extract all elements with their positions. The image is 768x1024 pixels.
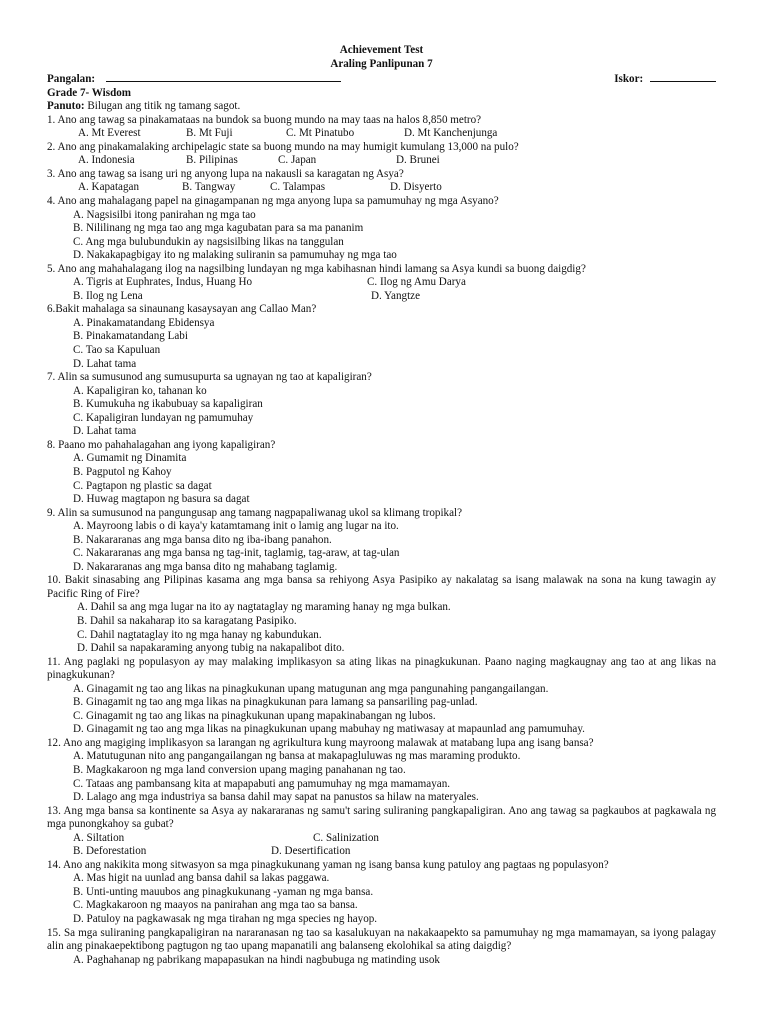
option[interactable]: B. Dahil sa nakaharap ito sa karagatang Pasipiko.: [77, 614, 297, 627]
option[interactable]: D. Brunei: [396, 154, 440, 167]
question-3-options: [47, 181, 716, 195]
option[interactable]: A. Nagsisilbi itong panirahan ng mga tao: [73, 208, 256, 221]
option[interactable]: A. Kapatagan: [78, 181, 139, 194]
option[interactable]: B. Deforestation: [73, 845, 147, 858]
option[interactable]: B. Ginagamit ng tao ang mga likas na pinagkukunan para lamang sa pansariling pag-unlad.: [73, 696, 478, 709]
option[interactable]: D. Lalago ang mga industriya sa bansa dahil may sapat na panustos sa hilaw na materyales.: [73, 791, 479, 804]
option[interactable]: A. Gumamit ng Dinamita: [73, 452, 187, 465]
option[interactable]: A. Dahil sa ang mga lugar na ito ay nagtataglay ng maraming hanay ng mga bulkan.: [77, 601, 451, 614]
option[interactable]: A. Indonesia: [78, 154, 135, 167]
option[interactable]: A. Mas higit na uunlad ang bansa dahil sa lakas paggawa.: [73, 872, 330, 885]
question-3: 3. Ano ang tawag sa isang uri ng anyong lupa na nakausli sa karagatan ng Asya?: [47, 167, 404, 180]
option[interactable]: D. Patuloy na pagkawasak ng mga tirahan ng mga species ng hayop.: [73, 913, 378, 925]
option[interactable]: C. Tao sa Kapuluan: [73, 344, 161, 357]
question-9: 9. Alin sa sumusunod na pangungusap ang tamang nagpapaliwanag ukol sa klimang tropikal?: [47, 506, 463, 519]
option[interactable]: D. Yangtze: [371, 289, 420, 302]
option[interactable]: B. Mt Fuji: [186, 127, 233, 140]
test-subject: Araling Panlipunan 7: [330, 57, 433, 70]
question-11: 11. Ang paglaki ng populasyon ay may malaking implikasyon sa ating likas na pinagkukunan. Paano naging magkaugnay ang tao at ang likas na pinagkukunan?: [47, 655, 716, 682]
option[interactable]: D. Ginagamit ng tao ang mga likas na pinagkukunan upang mabuhay ng matiwasay at mapaunlad ang pamumuhay.: [73, 723, 585, 736]
question-15: 15. Sa mga suliraning pangkapaligiran na nararanasan ng tao sa kasalukuyan na nakakaapekto sa pamumuhay ng mga mamamayan, sa iyong palagay alin ang pinakaepektibong pagtugon ng tao upang mapanatili ang balanseng ekolohikal sa ating daigdig?: [47, 926, 716, 953]
question-2: 2. Ano ang pinakamalaking archipelagic state sa buong mundo na may humigit kumulang 13,000 na pulo?: [47, 140, 519, 153]
question-6: 6.Bakit mahalaga sa sinaunang kasaysayan ang Callao Man?: [47, 303, 317, 316]
option[interactable]: B. Ilog ng Lena: [73, 289, 143, 302]
option[interactable]: B. Pinakamatandang Labi: [73, 330, 188, 343]
directions-text: Bilugan ang titik ng tamang sagot.: [87, 100, 241, 113]
name-blank-line[interactable]: [106, 71, 341, 82]
question-5-options-row-2: [47, 290, 716, 304]
option[interactable]: A. Mayroong labis o di kaya'y katamtamang init o lamig ang lugar na ito.: [73, 520, 399, 533]
option[interactable]: C. Magkakaroon ng maayos na panirahan ang mga tao sa bansa.: [73, 899, 358, 912]
option[interactable]: A. Siltation: [73, 831, 125, 844]
option[interactable]: D. Nakakapagbigay ito ng malaking suliranin sa pamumuhay ng mga tao: [73, 249, 397, 262]
option[interactable]: D. Nakararanas ang mga bansa dito ng mahabang taglamig.: [73, 560, 338, 573]
question-14: 14. Ano ang nakikita mong sitwasyon sa mga pinagkukunang yaman ng isang bansa kung patuloy ang pagtaas ng populasyon?: [47, 858, 609, 871]
option[interactable]: C. Tataas ang pambansang kita at mapapabuti ang pamumuhay ng mga mamamayan.: [73, 777, 451, 790]
option[interactable]: B. Nililinang ng mga tao ang mga kagubatan para sa ma pananim: [73, 222, 364, 235]
question-12: 12. Ano ang magiging implikasyon sa larangan ng agrikultura kung mayroong malawak at matabang lupa ang isang bansa?: [47, 736, 594, 749]
option[interactable]: B. Unti-unting mauubos ang pinagkukunang -yaman ng mga bansa.: [73, 885, 374, 898]
question-13: 13. Ang mga bansa sa kontinente sa Asya ay nakararanas ng samu't saring suliraning pangkapaligiran. Ano ang tawag sa pagkaubos at pagkawala ng mga punongkahoy sa gubat?: [47, 804, 716, 831]
option[interactable]: A. Mt Everest: [78, 127, 141, 140]
option[interactable]: A. Paghahanap ng pabrikang mapapasukan na hindi nagbubuga ng matinding usok: [73, 953, 440, 966]
score-blank-line[interactable]: [650, 71, 716, 82]
option[interactable]: D. Lahat tama: [73, 357, 137, 370]
option[interactable]: B. Nakararanas ang mga bansa dito ng iba-ibang panahon.: [73, 533, 332, 546]
score-label: Iskor:: [614, 73, 644, 86]
option[interactable]: C. Nakararanas ang mga bansa ng tag-init, taglamig, tag-araw, at tag-ulan: [73, 547, 400, 560]
option[interactable]: D. Lahat tama: [73, 425, 137, 438]
option[interactable]: D. Desertification: [271, 845, 351, 858]
option[interactable]: C. Pagtapon ng plastic sa dagat: [73, 479, 212, 492]
question-13-options-row-1: [47, 832, 716, 846]
question-4: 4. Ano ang mahalagang papel na ginagampanan ng mga anyong lupa sa pamumuhay ng mga Asyano?: [47, 195, 499, 208]
option[interactable]: B. Tangway: [182, 181, 236, 194]
option[interactable]: D. Dahil sa napakaraming anyong tubig na nakapalibot dito.: [77, 642, 345, 655]
question-5: 5. Ano ang mahahalagang ilog na nagsilbing lundayan ng mga kabihasnan hindi lamang sa Asya kundi sa buong daigdig?: [47, 262, 586, 275]
question-1: 1. Ano ang tawag sa pinakamataas na bundok sa buong mundo na may taas na halos 8,850 metro?: [47, 113, 482, 126]
option[interactable]: C. Ginagamit ng tao ang likas na pinagkukunan upang mapakinabangan ng lubos.: [73, 709, 436, 722]
question-8: 8. Paano mo pahahalagahan ang iyong kapaligiran?: [47, 438, 276, 451]
question-13-options-row-2: [47, 845, 716, 859]
option[interactable]: A. Ginagamit ng tao ang likas na pinagkukunan upang matugunan ang mga pangunahing pangangailangan.: [73, 682, 549, 695]
option[interactable]: B. Magkakaroon ng mga land conversion upang maging panahanan ng tao.: [73, 763, 406, 776]
directions-label: Panuto:: [47, 100, 85, 113]
question-7: 7. Alin sa sumusunod ang sumusupurta sa ugnayan ng tao at kapaligiran?: [47, 371, 372, 384]
option[interactable]: B. Kumukuha ng ikabubuay sa kapaligiran: [73, 398, 263, 411]
option[interactable]: A. Pinakamatandang Ebidensya: [73, 316, 215, 329]
option[interactable]: A. Tigris at Euphrates, Indus, Huang Ho: [73, 276, 253, 289]
option[interactable]: B. Pilipinas: [186, 154, 238, 167]
name-label: Pangalan:: [47, 73, 96, 86]
option[interactable]: C. Kapaligiran lundayan ng pamumuhay: [73, 411, 254, 424]
option[interactable]: D. Mt Kanchenjunga: [404, 127, 498, 140]
name-score-row: [47, 71, 716, 87]
option[interactable]: C. Dahil nagtataglay ito ng mga hanay ng kabundukan.: [77, 628, 322, 641]
question-10: 10. Bakit sinasabing ang Pilipinas kasama ang mga bansa sa rehiyong Asya Pasipiko ay nakalatag sa isang malawak na sona na kung tawagin ay Pacific Ring of Fire?: [47, 574, 716, 600]
option[interactable]: A. Kapaligiran ko, tahanan ko: [73, 384, 207, 397]
question-1-options: [47, 127, 716, 141]
option[interactable]: C. Japan: [278, 154, 317, 167]
option[interactable]: C. Ang mga bulubundukin ay nagsisilbing likas na tanggulan: [73, 235, 344, 248]
option[interactable]: C. Mt Pinatubo: [286, 127, 355, 140]
directions: [47, 100, 716, 114]
question-2-options: [47, 154, 716, 168]
option[interactable]: D. Huwag magtapon ng basura sa dagat: [73, 493, 250, 506]
test-title: Achievement Test: [339, 44, 424, 56]
question-5-options-row-1: [47, 276, 716, 290]
option[interactable]: C. Salinization: [313, 831, 379, 844]
option[interactable]: C. Talampas: [270, 181, 326, 194]
option[interactable]: C. Ilog ng Amu Darya: [367, 276, 466, 289]
grade-section: Grade 7- Wisdom: [47, 86, 132, 99]
option[interactable]: B. Pagputol ng Kahoy: [73, 465, 172, 478]
option[interactable]: A. Matutugunan nito ang pangangailangan ng bansa at makapagluluwas ng mas maraming produkto.: [73, 750, 521, 763]
option[interactable]: D. Disyerto: [390, 181, 442, 194]
